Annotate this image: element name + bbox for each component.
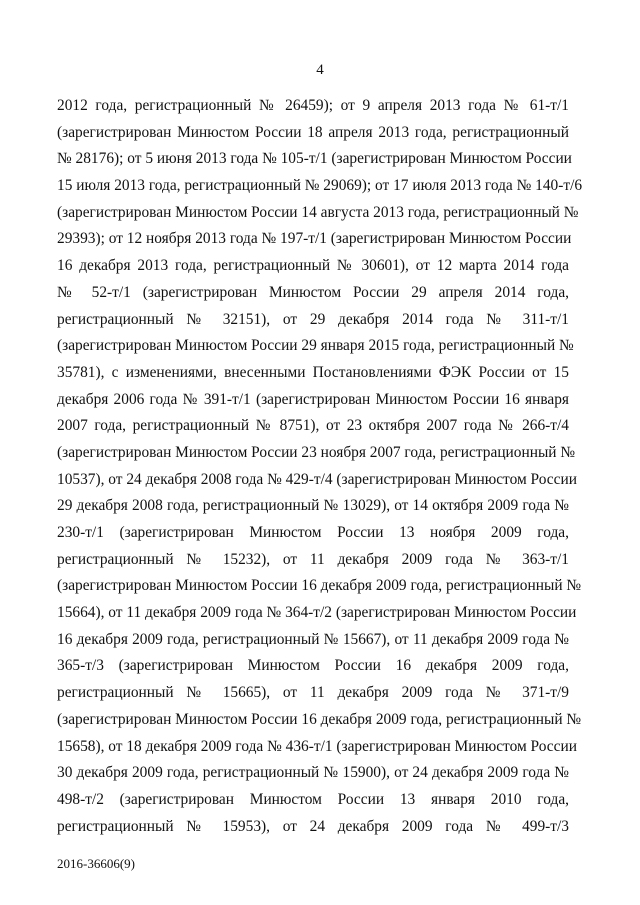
document-id: 2016-36606(9) [57, 856, 135, 871]
text-line: 15 июля 2013 года, регистрационный № 29069); от 17 июля 2013 года № 140-т/6 [57, 177, 583, 195]
text-line: (зарегистрирован Минюстом России 29 января 2015 года, регистрационный № [57, 337, 574, 355]
text-line: 365-т/3 (зарегистрирован Минюстом России 16 декабря 2009 года, [57, 657, 569, 675]
text-line: (зарегистрирован Минюстом России 16 декабря 2009 года, регистрационный № [57, 577, 582, 595]
text-line: 16 декабря 2013 года, регистрационный № 30601), от 12 марта 2014 года [57, 257, 569, 275]
text-line: регистрационный № 15953), от 24 декабря 2009 года № 499-т/3 [57, 817, 569, 835]
text-line: 35781), с изменениями, внесенными Постановлениями ФЭК России от 15 [57, 363, 569, 381]
text-line: 2012 года, регистрационный № 26459); от 9 апреля 2013 года № 61-т/1 [57, 97, 569, 114]
text-line: 15664), от 11 декабря 2009 года № 364-т/2 (зарегистрирован Минюстом России [57, 604, 577, 622]
text-line: 498-т/2 (зарегистрирован Минюстом России 13 января 2010 года, [57, 790, 569, 808]
text-line: регистрационный № 15232), от 11 декабря 2009 года № 363-т/1 [57, 550, 569, 568]
text-line: 15658), от 18 декабря 2009 года № 436-т/1 (зарегистрирован Минюстом России [57, 737, 577, 755]
text-line: 29393); от 12 ноября 2013 года № 197-т/1 (зарегистрирован Минюстом России [57, 230, 572, 248]
text-line: (зарегистрирован Минюстом России 23 ноября 2007 года, регистрационный № [57, 443, 576, 461]
text-line: 10537), от 24 декабря 2008 года № 429-т/4 (зарегистрирован Минюстом России [57, 470, 577, 488]
text-line: 16 декабря 2009 года, регистрационный № 15667), от 11 декабря 2009 года № [57, 630, 569, 648]
body-text [57, 93, 583, 840]
text-line: (зарегистрирован Минюстом России 14 августа 2013 года, регистрационный № [57, 203, 579, 221]
text-line: (зарегистрирован Минюстом России 18 апреля 2013 года, регистрационный [57, 123, 569, 141]
text-line: 2007 года, регистрационный № 8751), от 23 октября 2007 года № 266-т/4 [57, 417, 569, 435]
text-line: (зарегистрирован Минюстом России 16 декабря 2009 года, регистрационный № [57, 710, 582, 728]
page-number: 4 [316, 62, 324, 78]
text-line: декабря 2006 года № 391-т/1 (зарегистрирован Минюстом России 16 января [57, 390, 569, 408]
text-line: 29 декабря 2008 года, регистрационный № 13029), от 14 октября 2009 года № [57, 497, 569, 515]
text-line: № 28176); от 5 июня 2013 года № 105-т/1 (зарегистрирован Минюстом России [57, 150, 572, 168]
text-line: регистрационный № 32151), от 29 декабря 2014 года № 311-т/1 [57, 310, 569, 328]
text-line: регистрационный № 15665), от 11 декабря 2009 года № 371-т/9 [57, 684, 569, 702]
text-line: № 52-т/1 (зарегистрирован Минюстом России 29 апреля 2014 года, [57, 283, 569, 301]
text-line: 30 декабря 2009 года, регистрационный № 15900), от 24 декабря 2009 года № [57, 764, 569, 782]
text-line: 230-т/1 (зарегистрирован Минюстом России 13 ноября 2009 года, [57, 524, 569, 541]
